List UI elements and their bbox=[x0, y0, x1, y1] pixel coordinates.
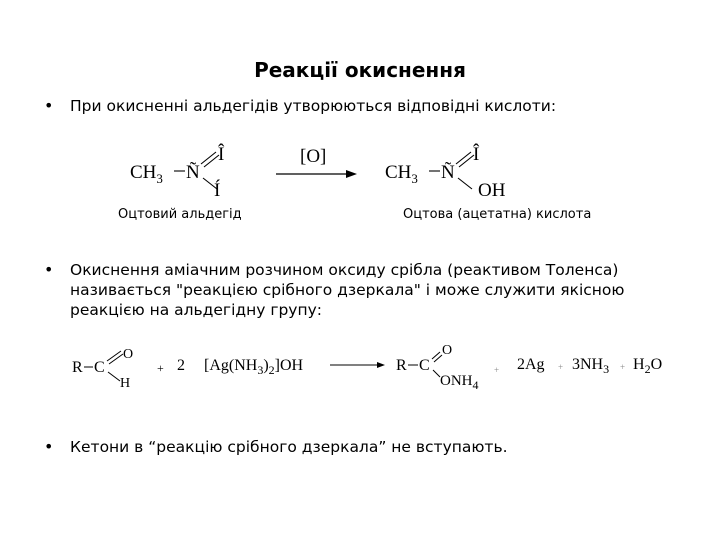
reactant-caption: Оцтовий альдегід bbox=[118, 207, 242, 222]
hydroxyl-group: OH bbox=[478, 180, 506, 201]
carbon-atom: Ñ bbox=[186, 162, 200, 183]
ammonium-oxide-group: $ONH_4$ bbox=[440, 373, 479, 392]
bullet-text-1: При окисненні альдегідів утворюються відповідні кислоти: bbox=[70, 97, 557, 115]
double-bond bbox=[456, 152, 471, 164]
silver-product: 2Ag bbox=[517, 356, 545, 373]
bullet-marker: • bbox=[44, 437, 54, 456]
oxygen-atom: Î bbox=[218, 144, 225, 165]
bullet-text-3: Кетони в “реакцію срібного дзеркала” не вступають. bbox=[70, 438, 508, 456]
slide-title: Реакції окиснення bbox=[254, 58, 466, 82]
tollens-reagent: $[Ag(NH_3)_2]OH$ bbox=[204, 357, 304, 377]
aldehyde-formula bbox=[72, 347, 133, 391]
bullet-text-2: Окиснення аміачним розчином оксиду срібла (реактивом Толенса) називається "реакцією срібного дзеркала" і може служити якісною реакцією на альдегідну групу: bbox=[70, 261, 625, 319]
ammonia-product: $3NH_3$ bbox=[572, 356, 610, 376]
bullet-marker: • bbox=[44, 96, 54, 115]
oxygen-atom: O bbox=[442, 343, 453, 358]
hydrogen-atom: Í bbox=[214, 180, 221, 201]
bond bbox=[458, 178, 472, 189]
ch-group: $CH_3$ bbox=[130, 162, 163, 186]
ammonium-salt-formula bbox=[396, 343, 479, 392]
bond bbox=[433, 370, 440, 377]
plus-sign: + bbox=[558, 362, 564, 372]
double-bond bbox=[201, 152, 216, 164]
coefficient: 2 bbox=[177, 357, 185, 374]
r-group: R bbox=[396, 357, 407, 374]
bullet-marker: • bbox=[44, 260, 54, 279]
plus-sign: + bbox=[494, 365, 500, 375]
reaction-arrow-head bbox=[377, 362, 385, 368]
acetaldehyde-formula bbox=[130, 143, 225, 201]
hydrogen-atom: H bbox=[120, 376, 131, 391]
carbon-atom: C bbox=[419, 357, 430, 374]
oxidant-label: [O] bbox=[300, 146, 327, 167]
bond bbox=[108, 372, 120, 381]
oxygen-atom: O bbox=[123, 347, 134, 362]
plus-sign: + bbox=[620, 362, 626, 372]
plus-sign: + bbox=[157, 361, 164, 375]
double-bond bbox=[109, 354, 123, 364]
ch-group: $CH_3$ bbox=[385, 162, 418, 186]
carbon-atom: Ñ bbox=[441, 162, 455, 183]
double-bond bbox=[459, 155, 474, 167]
double-bond bbox=[204, 155, 219, 167]
product-caption: Оцтова (ацетатна) кислота bbox=[403, 207, 592, 222]
water-product: $H_2O$ bbox=[633, 356, 663, 376]
reaction-arrow-head bbox=[346, 170, 357, 178]
acetic-acid-formula bbox=[385, 143, 506, 201]
double-bond bbox=[107, 351, 121, 361]
oxygen-atom: Î bbox=[473, 144, 480, 165]
r-group: R bbox=[72, 359, 83, 376]
carbon-atom: C bbox=[94, 359, 105, 376]
